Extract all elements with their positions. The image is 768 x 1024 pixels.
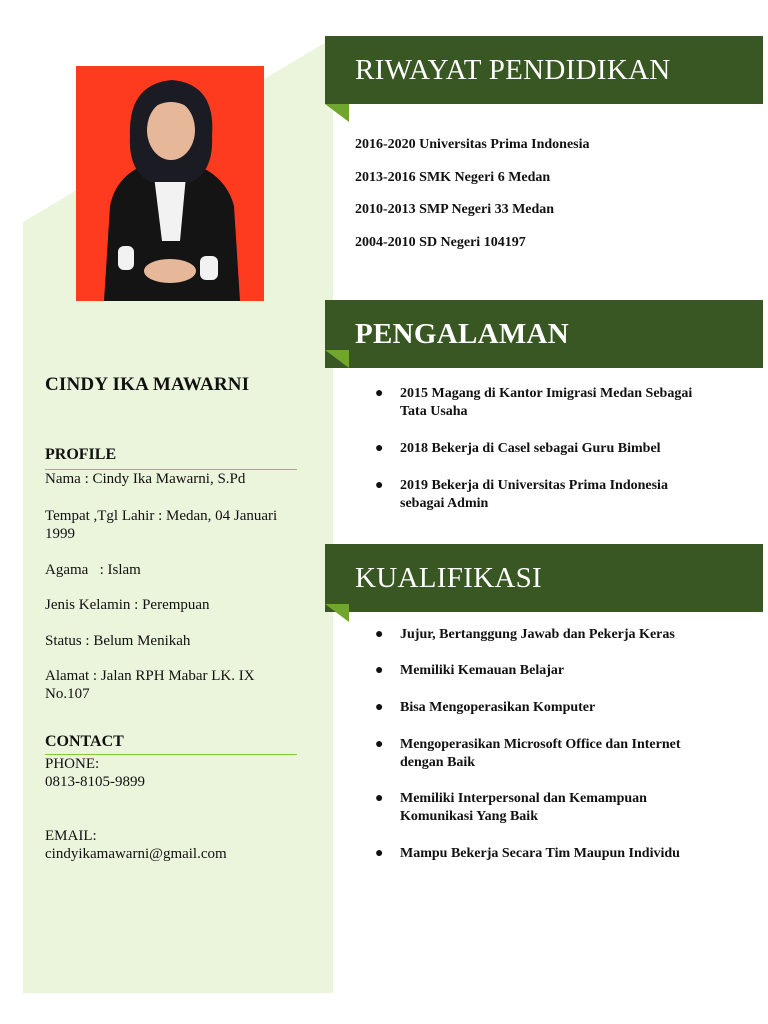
phone-value: 0813-8105-9899	[45, 774, 145, 790]
experience-item	[372, 477, 745, 513]
bullet-icon: ●	[375, 441, 384, 456]
bullet-icon: ●	[375, 791, 384, 806]
experience-item-line: Tata Usaha	[400, 404, 468, 419]
qualification-item-line: Mampu Bekerja Secara Tim Maupun Individu	[400, 846, 680, 861]
qualifications-banner-fold	[325, 604, 349, 622]
qualification-item-line: Memiliki Interpersonal dan Kemampuan	[400, 791, 647, 806]
qualification-item-line: Mengoperasikan Microsoft Office dan Internet	[400, 737, 681, 752]
bullet-icon: ●	[375, 700, 384, 715]
person-name: CINDY IKA MAWARNI	[45, 374, 250, 395]
education-item: 2010-2013 SMP Negeri 33 Medan	[355, 202, 555, 217]
education-banner: RIWAYAT PENDIDIKAN	[325, 36, 763, 104]
qualification-item	[372, 699, 745, 717]
bullet-icon: ●	[375, 478, 384, 493]
experience-item	[372, 440, 745, 458]
qualification-item-line: Komunikasi Yang Baik	[400, 809, 538, 824]
profile-heading: PROFILE	[45, 446, 117, 463]
profile-line-religion: Agama : Islam	[45, 562, 141, 578]
education-item: 2013-2016 SMK Negeri 6 Medan	[355, 170, 551, 185]
profile-line-address-cont: No.107	[45, 686, 90, 702]
experience-item	[372, 385, 745, 421]
bullet-icon: ●	[375, 386, 384, 401]
experience-banner-fold	[325, 350, 349, 368]
qualification-item	[372, 790, 745, 826]
experience-item-line: 2015 Magang di Kantor Imigrasi Medan Sebagai	[400, 386, 693, 401]
profile-line-address: Alamat : Jalan RPH Mabar LK. IX	[45, 668, 255, 684]
education-banner-fold	[325, 104, 349, 122]
profile-line-birth: Tempat ,Tgl Lahir : Medan, 04 Januari	[45, 508, 278, 524]
qualification-item-line: Jujur, Bertanggung Jawab dan Pekerja Keras	[400, 627, 675, 642]
qualification-item-line: Bisa Mengoperasikan Komputer	[400, 700, 596, 715]
email-label: EMAIL:	[45, 828, 97, 844]
qualification-item-line: dengan Baik	[400, 755, 476, 770]
qualification-item-line: Memiliki Kemauan Belajar	[400, 663, 565, 678]
experience-item-line: 2018 Bekerja di Casel sebagai Guru Bimbel	[400, 441, 661, 456]
qualification-item	[372, 736, 745, 772]
profile-line-name: Nama : Cindy Ika Mawarni, S.Pd	[45, 471, 246, 487]
bullet-icon: ●	[375, 737, 384, 752]
email-value: cindyikamawarni@gmail.com	[45, 846, 227, 862]
qualification-item	[372, 845, 745, 863]
bullet-icon: ●	[375, 663, 384, 678]
experience-item-line: sebagai Admin	[400, 496, 489, 511]
bullet-icon: ●	[375, 846, 384, 861]
profile-photo	[76, 66, 264, 301]
phone-label: PHONE:	[45, 756, 100, 772]
profile-line-status: Status : Belum Menikah	[45, 633, 191, 649]
education-item: 2016-2020 Universitas Prima Indonesia	[355, 137, 590, 152]
profile-line-gender: Jenis Kelamin : Perempuan	[45, 597, 210, 613]
qualification-item	[372, 662, 745, 680]
qualifications-banner: KUALIFIKASI	[325, 544, 763, 612]
profile-line-birth-year: 1999	[45, 526, 75, 542]
contact-heading: CONTACT	[45, 733, 124, 750]
education-item: 2004-2010 SD Negeri 104197	[355, 235, 526, 250]
qualification-item	[372, 626, 745, 644]
bullet-icon: ●	[375, 627, 384, 642]
experience-banner: PENGALAMAN	[325, 300, 763, 368]
experience-item-line: 2019 Bekerja di Universitas Prima Indonesia	[400, 478, 668, 493]
